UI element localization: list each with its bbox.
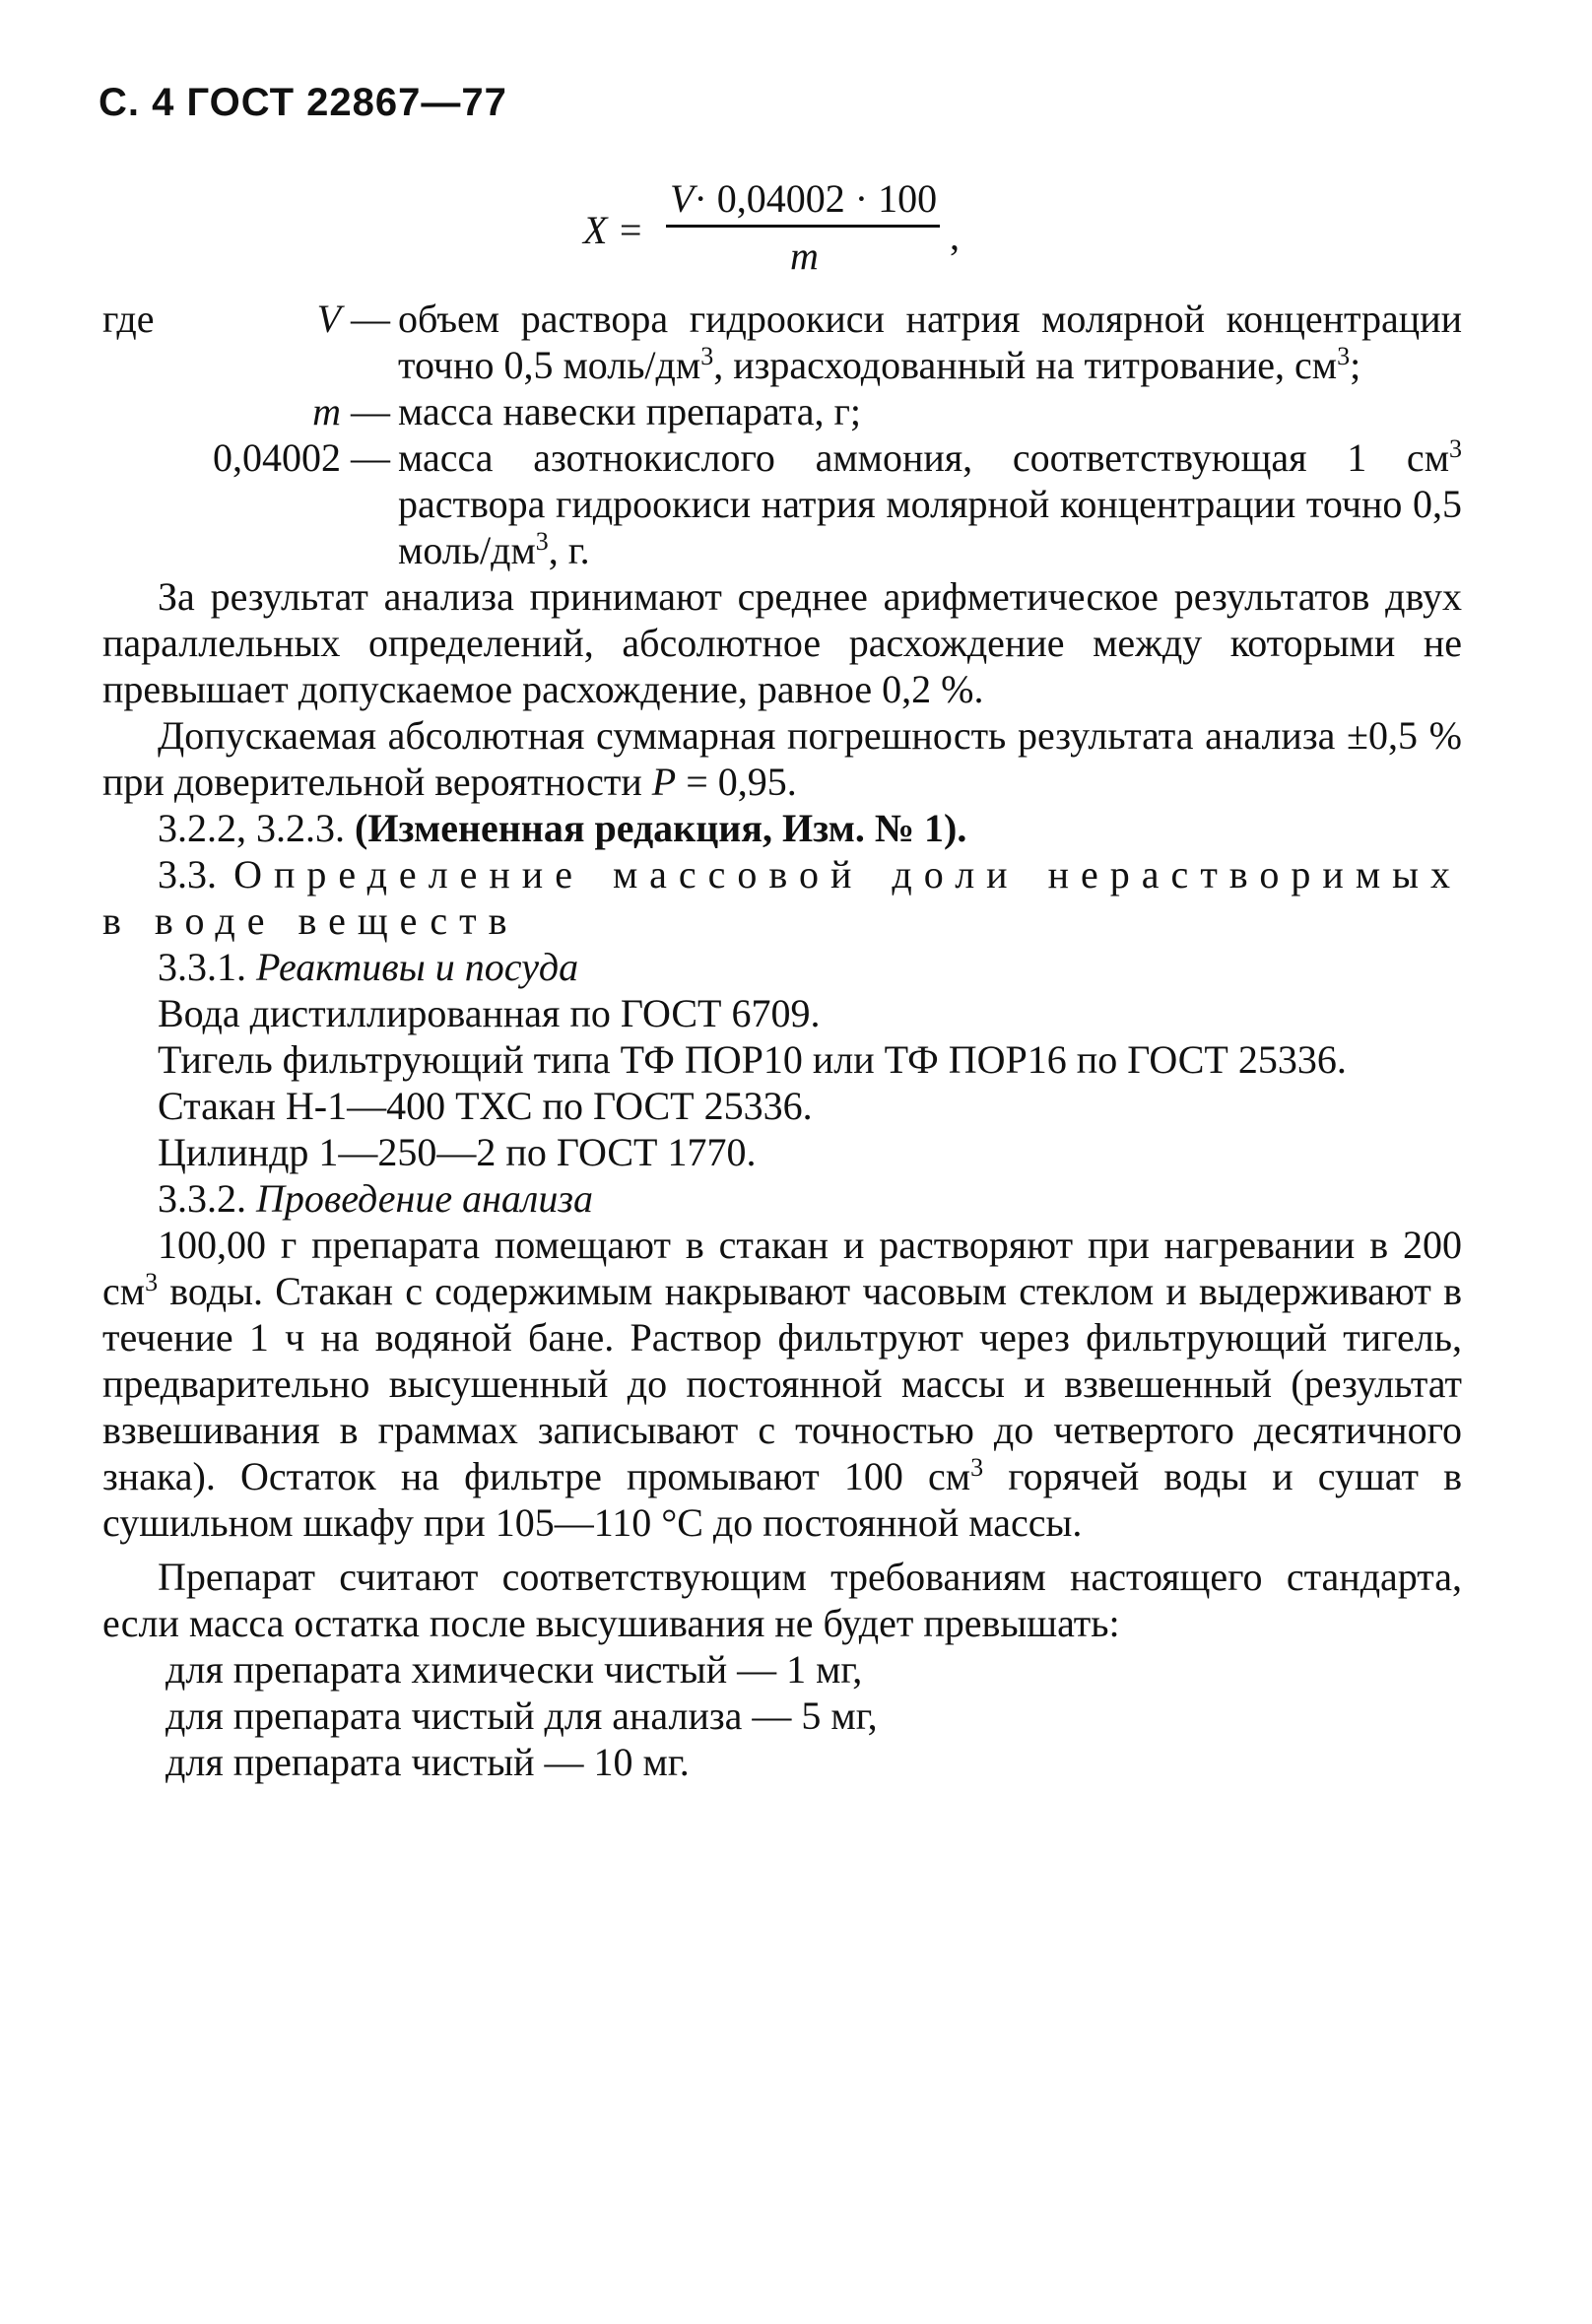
- procedure-paragraph: 100,00 г препарата помещают в стакан и растворяют при нагревании в 200 $см^3$ воды. Стакан с содержимым накрывают часовым стеклом и выдерживают в течение 1 ч на водяной бане. Раствор фильтруют через фильтрующий тигель, предварительно высушенный до постоянной массы и взвешенный (результат взвешивания в граммах записывают с точностью до четвертого десятичного знака). Остаток на фильтре промывают 100 $см^3$ горячей воды и сушат в сушильном шкафу при 105—110 °С до постоянной массы.: [102, 1223, 1463, 1545]
- definitions: [102, 296, 1462, 573]
- subsection-heading: 3.3.1. Реактивы и посуда: [158, 945, 579, 989]
- limits-list: [102, 1646, 1462, 1785]
- definition-symbol: m —: [312, 389, 390, 433]
- amendment-note: 3.2.2, 3.2.3. (Измененная редакция, Изм. № 1).: [158, 806, 967, 850]
- reagent-beaker: Стакан Н-1—400 ТХС по ГОСТ 25336.: [158, 1084, 813, 1128]
- error-paragraph: Допускаемая абсолютная суммарная погрешность результата анализа ±0,5 % при доверительной вероятности P = 0,95.: [102, 713, 1462, 804]
- list-item: для препарата чистый для анализа — 5 мг,: [166, 1693, 878, 1738]
- definition-row: [102, 388, 1462, 434]
- conformity-paragraph: Препарат считают соответствующим требованиям настоящего стандарта, если масса остатка после высушивания не будет превышать:: [102, 1555, 1462, 1645]
- formula-numerator-var: V: [670, 176, 695, 221]
- page-header: С. 4 ГОСТ 22867—77: [99, 81, 507, 124]
- definition-text: масса навески препарата, г;: [398, 389, 861, 433]
- result-paragraph: За результат анализа принимают среднее арифметическое результатов двух параллельных определений, абсолютное расхождение между которыми не превышает допускаемое расхождение, равное 0,2 %.: [102, 574, 1462, 711]
- definition-symbol: 0,04002 —: [213, 435, 390, 480]
- formula-lhs: X =: [583, 208, 644, 252]
- definition-row: [102, 296, 1462, 388]
- spacer: [102, 1546, 1462, 1554]
- list-item: для препарата химически чистый — 1 мг,: [166, 1647, 863, 1692]
- list-item: для препарата чистый — 10 мг.: [166, 1740, 690, 1784]
- where-word: где: [102, 297, 155, 341]
- formula-trailing: ,: [950, 214, 960, 258]
- definition-symbol: V —: [316, 297, 390, 341]
- formula-numerator-rest: · 0,04002 · 100: [694, 176, 938, 221]
- definition-text: масса азотнокислого аммония, соответствующая 1 $см^3$ раствора гидроокиси натрия молярной концентрации точно 0,5 моль/$дм^3$, г.: [398, 434, 1462, 572]
- definition-text: объем раствора гидроокиси натрия молярной концентрации точно 0,5 моль/$дм^3$, израсходованный на титрование, $см^3$;: [398, 297, 1462, 387]
- formula: [583, 175, 997, 284]
- fraction-bar: [666, 225, 940, 228]
- formula-numerator: [670, 175, 937, 222]
- reagent-crucible: Тигель фильтрующий типа ТФ ПОР10 или ТФ ПОР16 по ГОСТ 25336.: [158, 1037, 1347, 1082]
- subsection-heading: 3.3.2. Проведение анализа: [158, 1176, 593, 1221]
- reagent-water: Вода дистиллированная по ГОСТ 6709.: [158, 991, 821, 1035]
- definition-row: [102, 434, 1462, 573]
- formula-denominator: m: [790, 233, 819, 278]
- section-heading: 3.3. Определение массовой доли нерастворимых в воде веществ: [102, 852, 1462, 943]
- reagent-cylinder: Цилиндр 1—250—2 по ГОСТ 1770.: [158, 1130, 757, 1174]
- document-body: [102, 296, 1462, 1785]
